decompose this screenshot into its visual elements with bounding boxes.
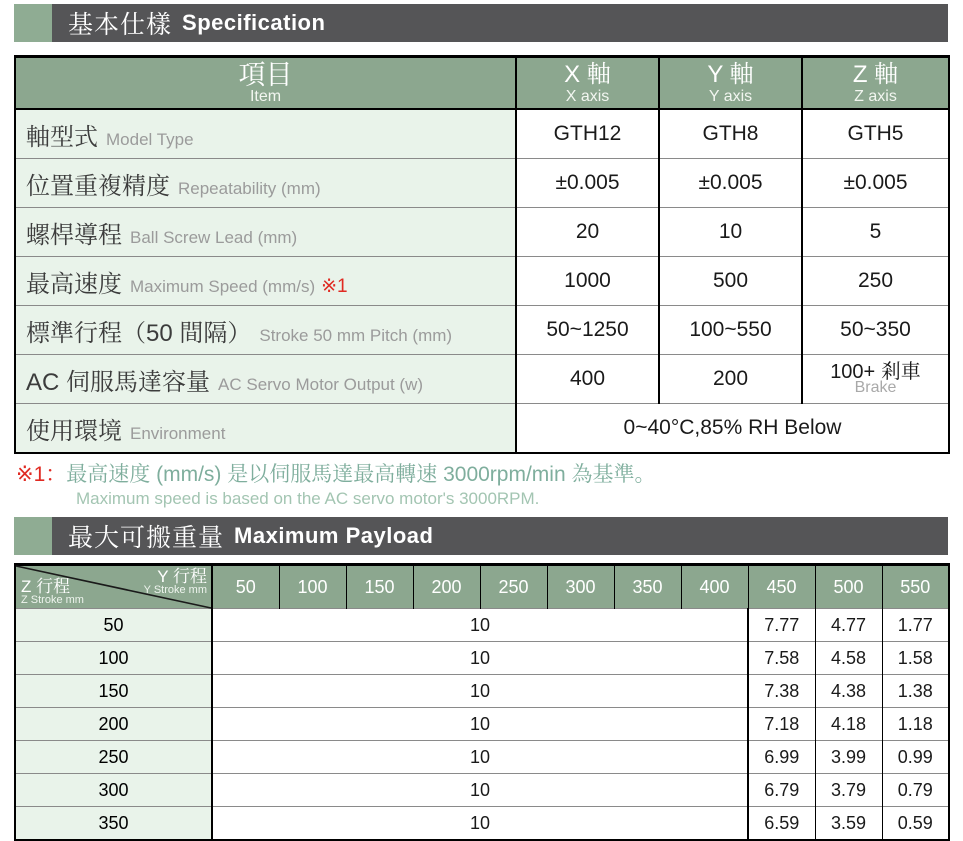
z-stroke-label: 100 — [15, 642, 212, 675]
value-z: 5 — [802, 208, 949, 257]
footnote-marker: ※1： — [16, 463, 67, 486]
payload-value-450: 7.38 — [748, 675, 815, 708]
row-label — [15, 355, 516, 404]
payload-value-450: 6.59 — [748, 807, 815, 841]
z-axis-en: Z axis — [854, 88, 897, 105]
spec-row-maximum-speed — [15, 257, 949, 306]
z-stroke-label: 350 — [15, 807, 212, 841]
payload-value-450: 7.18 — [748, 708, 815, 741]
value-z: ±0.005 — [802, 159, 949, 208]
payload-value-450: 7.77 — [748, 609, 815, 642]
label-en: Environment — [130, 423, 226, 443]
section1-title — [52, 4, 948, 42]
item-header-en: Item — [249, 88, 282, 105]
datasheet-page — [0, 4, 963, 833]
label-en: Repeatability (mm) — [178, 178, 321, 198]
label-zh: 位置重複精度 — [26, 172, 170, 200]
payload-value-500: 4.38 — [815, 675, 882, 708]
payload-row-z150 — [15, 675, 949, 708]
payload-value-500: 3.59 — [815, 807, 882, 841]
payload-value-500: 3.79 — [815, 774, 882, 807]
payload-row-z250 — [15, 741, 949, 774]
value-x: ±0.005 — [516, 159, 659, 208]
payload-merged-value: 10 — [212, 642, 748, 675]
y-stroke-col-50: 50 — [212, 565, 279, 609]
y-stroke-en: Y Stroke mm — [143, 584, 207, 596]
y-stroke-col-300: 300 — [547, 565, 614, 609]
payload-value-550: 1.38 — [882, 675, 949, 708]
y-stroke-zh: Y 行程 — [157, 567, 207, 586]
footnote — [16, 461, 963, 509]
footnote-line-en: Maximum speed is based on the AC servo motor's 3000RPM. — [76, 489, 540, 508]
y-stroke-col-400: 400 — [681, 565, 748, 609]
row-label — [15, 306, 516, 355]
label-en: Stroke 50 mm Pitch (mm) — [259, 325, 453, 345]
z-stroke-label: 300 — [15, 774, 212, 807]
label-en: AC Servo Motor Output (w) — [218, 374, 424, 394]
section2-title-en: Maximum Payload — [234, 523, 434, 548]
payload-merged-value: 10 — [212, 609, 748, 642]
payload-value-500: 4.77 — [815, 609, 882, 642]
spec-header-x-axis — [516, 57, 659, 110]
payload-value-500: 3.99 — [815, 741, 882, 774]
y-axis-zh: Y 軸 — [707, 61, 754, 88]
payload-value-450: 6.99 — [748, 741, 815, 774]
value-x: 50~1250 — [516, 306, 659, 355]
y-stroke-col-550: 550 — [882, 565, 949, 609]
maximum-payload-table — [14, 563, 950, 841]
section2-title — [52, 517, 948, 555]
value-y: 10 — [659, 208, 802, 257]
spec-row-model-type — [15, 109, 949, 159]
specification-table — [14, 55, 950, 454]
payload-row-z200 — [15, 708, 949, 741]
payload-value-550: 0.59 — [882, 807, 949, 841]
value-z: 250 — [802, 257, 949, 306]
label-en: Ball Screw Lead (mm) — [130, 227, 298, 247]
payload-value-500: 4.18 — [815, 708, 882, 741]
y-stroke-col-350: 350 — [614, 565, 681, 609]
green-accent-square — [14, 4, 52, 42]
spec-row-repeatability — [15, 159, 949, 208]
y-stroke-col-200: 200 — [413, 565, 480, 609]
y-stroke-col-500: 500 — [815, 565, 882, 609]
payload-value-500: 4.58 — [815, 642, 882, 675]
row-label — [15, 159, 516, 208]
z-stroke-label: 150 — [15, 675, 212, 708]
environment-value: 0~40°C,85% RH Below — [516, 404, 949, 454]
label-zh: 螺桿導程 — [26, 221, 122, 249]
value-y: 200 — [659, 355, 802, 404]
value-x: 20 — [516, 208, 659, 257]
spec-row-environment — [15, 404, 949, 454]
payload-merged-value: 10 — [212, 807, 748, 841]
payload-merged-value: 10 — [212, 708, 748, 741]
section1-title-bar — [14, 4, 948, 42]
green-accent-square — [14, 517, 52, 555]
payload-merged-value: 10 — [212, 741, 748, 774]
value-y: GTH8 — [659, 109, 802, 159]
payload-corner-cell — [15, 565, 212, 609]
payload-value-550: 1.77 — [882, 609, 949, 642]
item-header-zh: 項目 — [238, 60, 293, 90]
z-axis-zh: Z 軸 — [852, 61, 899, 88]
payload-value-450: 7.58 — [748, 642, 815, 675]
row-label — [15, 257, 516, 306]
payload-value-550: 0.99 — [882, 741, 949, 774]
section2-title-zh: 最大可搬重量 — [68, 524, 225, 552]
value-x: 400 — [516, 355, 659, 404]
spec-header-y-axis — [659, 57, 802, 110]
payload-row-z300 — [15, 774, 949, 807]
label-zh: 最高速度 — [26, 270, 122, 298]
value-z-with-brake — [802, 355, 949, 404]
payload-row-z50 — [15, 609, 949, 642]
label-en: Model Type — [106, 129, 194, 149]
row-label — [15, 404, 516, 454]
corner-y-stroke — [144, 568, 207, 596]
x-axis-zh: X 軸 — [564, 61, 611, 88]
label-zh: 標準行程（50 間隔） — [26, 319, 252, 347]
payload-value-450: 6.79 — [748, 774, 815, 807]
z-stroke-label: 250 — [15, 741, 212, 774]
z-stroke-label: 200 — [15, 708, 212, 741]
spec-header-item — [15, 57, 516, 110]
label-zh: 使用環境 — [26, 417, 122, 445]
footnote-zh-text: 最高速度 (mm/s) 是以伺服馬達最高轉速 3000rpm/min 為基準。 — [66, 463, 656, 486]
payload-row-z350 — [15, 807, 949, 841]
section2-title-bar — [14, 517, 948, 555]
value-x: 1000 — [516, 257, 659, 306]
payload-value-550: 1.58 — [882, 642, 949, 675]
spec-header-row — [15, 57, 949, 110]
brake-value: 100+ 剎車 — [830, 360, 921, 383]
brake-label-en: Brake — [854, 378, 897, 396]
label-en: Maximum Speed (mm/s) — [130, 276, 316, 296]
value-y: 500 — [659, 257, 802, 306]
spec-row-stroke — [15, 306, 949, 355]
label-zh: 軸型式 — [26, 123, 98, 151]
footnote-marker-red: ※1 — [321, 275, 348, 297]
y-axis-en: Y axis — [708, 88, 753, 105]
payload-merged-value: 10 — [212, 774, 748, 807]
x-axis-en: X axis — [565, 88, 610, 105]
label-zh: AC 伺服馬達容量 — [26, 368, 211, 396]
payload-row-z100 — [15, 642, 949, 675]
payload-value-550: 0.79 — [882, 774, 949, 807]
value-z: 50~350 — [802, 306, 949, 355]
row-label — [15, 208, 516, 257]
row-label — [15, 109, 516, 159]
corner-z-stroke — [21, 578, 84, 606]
spec-row-servo-output — [15, 355, 949, 404]
footnote-line-zh — [16, 461, 963, 488]
section1-title-en: Specification — [182, 10, 326, 35]
payload-header-row — [15, 565, 949, 609]
spec-row-ball-screw-lead — [15, 208, 949, 257]
z-stroke-en: Z Stroke mm — [21, 594, 84, 606]
y-stroke-col-450: 450 — [748, 565, 815, 609]
y-stroke-col-100: 100 — [279, 565, 346, 609]
z-stroke-zh: Z 行程 — [21, 577, 71, 596]
payload-merged-value: 10 — [212, 675, 748, 708]
y-stroke-col-150: 150 — [346, 565, 413, 609]
payload-value-550: 1.18 — [882, 708, 949, 741]
value-y: 100~550 — [659, 306, 802, 355]
section1-title-zh: 基本仕樣 — [68, 11, 173, 39]
spec-header-z-axis — [802, 57, 949, 110]
value-x: GTH12 — [516, 109, 659, 159]
value-y: ±0.005 — [659, 159, 802, 208]
z-stroke-label: 50 — [15, 609, 212, 642]
y-stroke-col-250: 250 — [480, 565, 547, 609]
value-z: GTH5 — [802, 109, 949, 159]
